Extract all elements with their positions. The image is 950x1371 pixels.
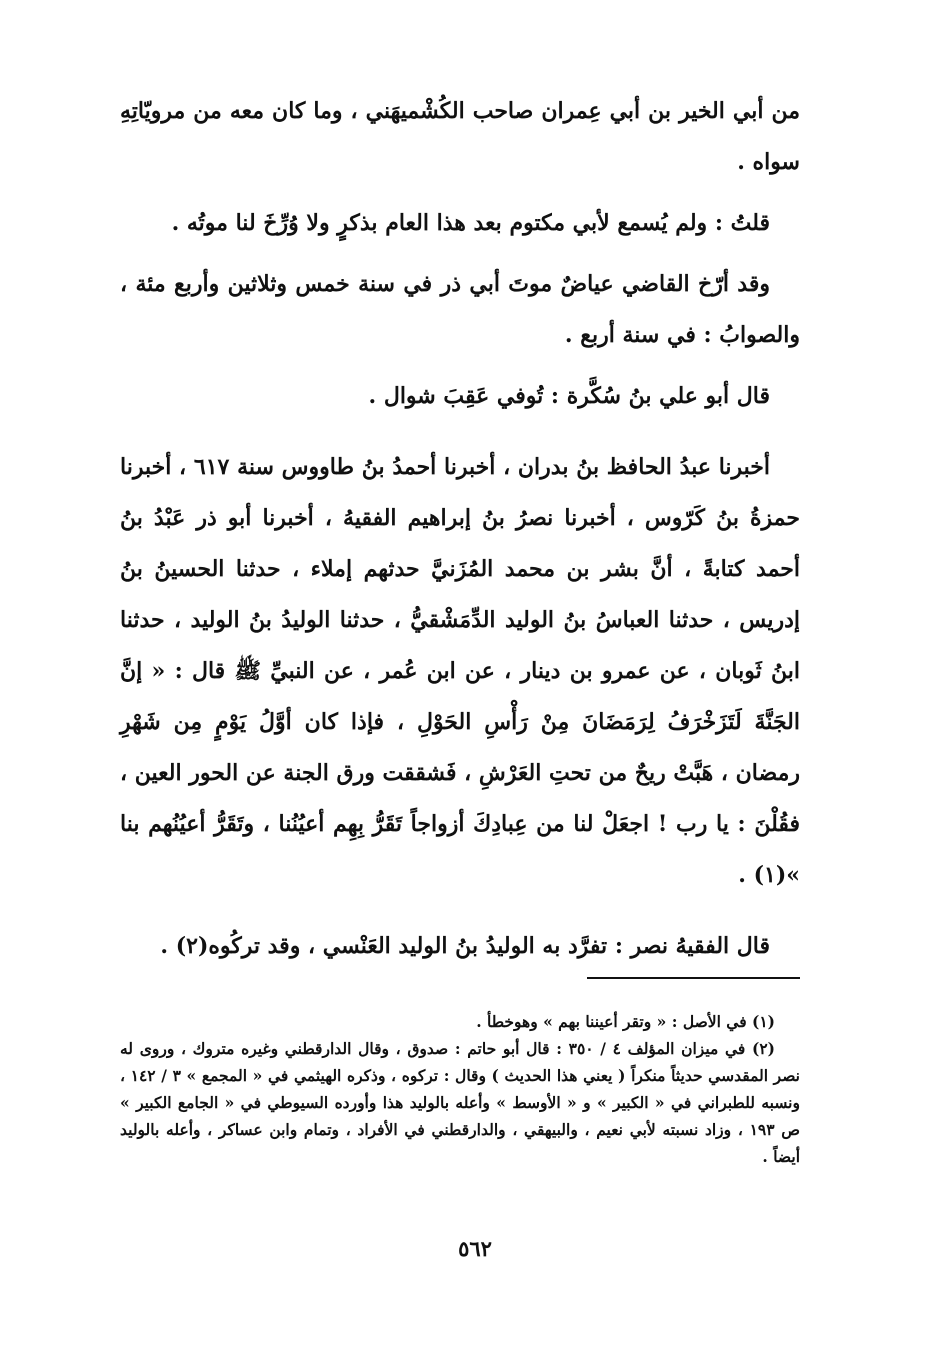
paragraph-4: قال أبو علي بنُ سُكَّرة : تُوفي عَقِبَ شوال . <box>368 383 770 409</box>
footnotes <box>120 1008 800 1170</box>
paragraph-6: قال الفقيهُ نصر : تفرَّد به الوليدُ بنُ الوليد العَنْسي ، وقد تركُوه(٢) . <box>160 933 770 959</box>
paragraph-2: قلتُ : ولم يُسمع لأبي مكتوم بعد هذا العام بذكرٍ ولا وُرِّخَ لنا موتُه . <box>171 210 770 236</box>
paragraph-1: من أبي الخير بن أبي عِمران صاحب الكُشْميهَني ، وما كان معه من مرويّاتِهِ سواه . <box>120 98 800 175</box>
footnote-1: (١) في الأصل : « وتقر أعيننا بهم » وهوخطأ . <box>476 1012 775 1031</box>
paragraph-3: وقد أرّخ القاضي عياضٌ موتَ أبي ذر في سنة خمس وثلاثين وأربع مئة ، والصوابُ : في سنة أربع . <box>120 271 800 348</box>
paragraph-5-hadith: أخبرنا عبدُ الحافظ بنُ بدران ، أخبرنا أحمدُ بنُ طاووس سنة ٦١٧ ، أخبرنا حمزةُ بنُ كَرّوس ، أخبرنا نصرُ بنُ إبراهيم الفقيهُ ، أخبرنا أبو ذر عَبْدُ بنُ أحمد كتابةً ، أنَّ بشر بن محمد المُزَنيَّ حدثهم إملاء ، حدثنا الحسينُ بنُ إدريس ، حدثنا العباسُ بنُ الوليد الدِّمَشْقيُّ ، حدثنا الوليدُ بنُ الوليد ، حدثنا ابنُ ثَوبان ، عن عمرو بن دينار ، عن ابن عُمر ، عن النبيِّ ﷺ قال : « إنَّ الجَنَّةَ لَتَزَخْرَفُ لِرَمَضَانَ مِنْ رَأْسِ الحَوْلِ ، فإذا كان أوَّلُ يَوْمٍ مِن شَهْرِ رمضان ، هَبَّتْ ريحٌ من تحتِ العَرْشِ ، فَشققت ورق الجنة عن الحور العين ، فقُلْنَ : يا رب ! اجعَلْ لنا من عِبادِكَ أزواجاً تَقَرُّ بِهِم أعيُنُنا ، وتَقَرُّ أعيُنُهم بنا »(١) . <box>119 454 800 888</box>
footnote-separator <box>587 977 800 979</box>
page-number: ٥٦٢ <box>458 1236 492 1261</box>
footnote-2: (٢) في ميزان المؤلف ٤ / ٣٥٠ : قال أبو حاتم : صدوق ، وقال الدارقطني وغيره متروك ، وروى له نصر المقدسي حديثاً منكراً ( يعني هذا الحديث ) وقال : تركوه ، وذكره الهيثمي في « المجمع » ٣ / ١٤٢ ، ونسبه للطبراني في « الكبير » و « الأوسط » وأعله بالوليد هذا وأورده السيوطي في « الجامع الكبير » ص ١٩٣ ، وزاد نسبته لأبي نعيم ، والبيهقي ، والدارقطني في الأفراد ، وتمام وابن عساكر ، وأعله بالوليد أيضاً . <box>120 1039 800 1166</box>
main-text <box>120 86 800 972</box>
